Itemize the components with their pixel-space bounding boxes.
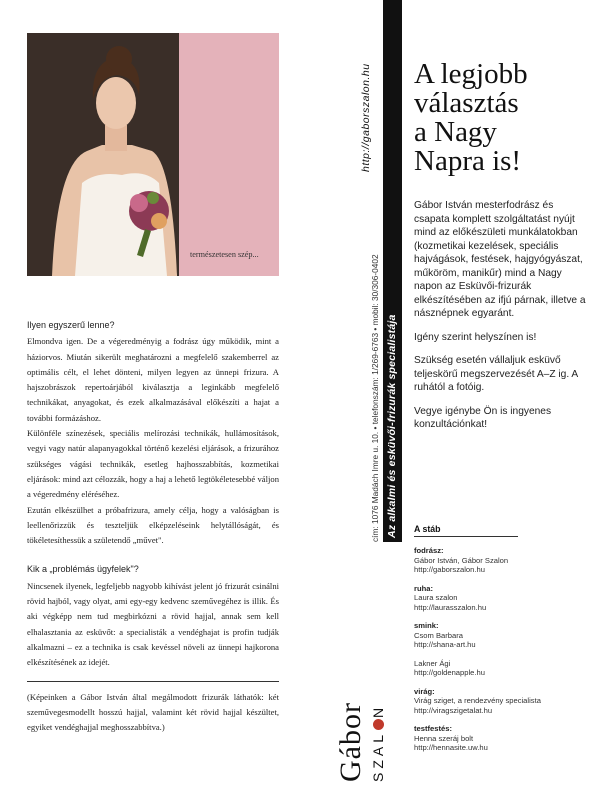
- headline-line: A legjobb: [414, 58, 528, 90]
- bride-illustration: [27, 33, 279, 276]
- staff-link[interactable]: http://gaborszalon.hu: [414, 565, 485, 574]
- bride-photo: [27, 33, 279, 276]
- staff-role: fodrász:: [414, 546, 444, 555]
- staff-name: Henna szeráj bolt: [414, 733, 474, 743]
- staff-link[interactable]: http://viragszigetalat.hu: [414, 705, 493, 715]
- logo-szalon-left: SZAL: [370, 730, 386, 782]
- paragraph: Elmondva igen. De a végeredményig a fodrász úgy működik, mint a háziorvos. Miután sikerült meghatározni a megfelelő szakemberrel az optimális célt, el lehet dönteni, milyen legyen az ünnepi frizura. A hajszobrászok repertoárjából kiválasztja a leginkább megfelelő technikákat, anyagokat, és ezek alkalmazásával előkészíti a hajat a további formázáshoz.: [27, 336, 279, 423]
- staff-item: [414, 546, 589, 575]
- website-link[interactable]: http://gaborszalon.hu: [360, 63, 372, 172]
- staff-name: Csom Barbara: [414, 630, 463, 640]
- staff-item: [414, 621, 589, 650]
- staff-link[interactable]: http://goldenapple.hu: [414, 668, 485, 677]
- staff-name: Virág sziget, a rendezvény specialista: [414, 696, 541, 705]
- article-column: [27, 318, 279, 735]
- tagline: Az alkalmi és esküvői-frizurák specialistája: [386, 314, 398, 538]
- staff-role: testfestés:: [414, 724, 452, 733]
- promo-paragraph: Gábor István mesterfodrász és csapata komplett szolgáltatást nyújt mind az előkészületi munkálatokban (kozmetikai kezelések, speciális hajvágások, festések, hajgyógyászat, műköröm, manikűr) mind a Nagy napon az Esküvői-frizurák elkészítésében az ifjú párnak, illetve a násznépnek egyaránt.: [414, 200, 586, 319]
- staff-role: virág:: [414, 686, 435, 696]
- staff-title: A stáb: [414, 524, 518, 537]
- staff-role: smink:: [414, 621, 439, 630]
- staff-name: Lakner Ági: [414, 658, 451, 668]
- staff-link[interactable]: http://hennasite.uw.hu: [414, 743, 488, 752]
- staff-role: ruha:: [414, 583, 433, 593]
- promo-text: [414, 199, 589, 442]
- promo-paragraph: Szükség esetén vállaljuk esküvő teljeskörű megszervezését A–Z ig. A ruhától a fotóig.: [414, 355, 578, 393]
- headline: [414, 60, 584, 176]
- section-title: Ilyen egyszerű lenne?: [27, 320, 115, 330]
- headline-line: a Nagy: [414, 116, 497, 148]
- logo-szalon-right: N: [370, 703, 386, 718]
- vertical-strip: [332, 0, 402, 812]
- headline-line: Napra is!: [414, 145, 522, 177]
- staff-item: [414, 687, 589, 716]
- promo-paragraph: Vegye igénybe Ön is ingyenes konzultációnkat!: [414, 405, 552, 430]
- logo-dot-icon: [373, 719, 384, 730]
- staff-item: [414, 584, 589, 613]
- paragraph: Nincsenek ilyenek, legfeljebb nagyobb kihívást jelent jó frizurát csinálni rövid hajból, vagy olyat, ami egy-egy kedvenc szeművegéhez is illik. És aki végképp nem tud megbirkózni a rövid hajjal, annak sem kell elhalasztania az esküvőt: a specialisták a vendéghajat is profin tudják alkalmazni – ez a technika is csak kevéssel növeli az ünnepi hajkorona elkészítésének az idejét.: [27, 580, 279, 668]
- staff-item: [414, 659, 589, 678]
- paragraph: Különféle színezések, speciális melírozási technikák, hullámosítások, vegyi vagy natúr alapanyagokkal történő kezelési eljárások, a frizurához szükséges vágási technikák, esetleg hajhosszabbítás, kozmetikai eljárások: mind azt célozzák, hogy a haj a lehető legtökéletesebbé váljon a végeredmény eléréséhez.: [27, 428, 279, 500]
- staff-link[interactable]: http://shana-art.hu: [414, 640, 476, 649]
- staff-list: [414, 546, 589, 762]
- headline-line: választás: [414, 87, 519, 119]
- tagline-band: [383, 0, 402, 542]
- gabor-szalon-logo: [332, 642, 402, 782]
- logo-wordmark: Gábor: [334, 702, 367, 782]
- staff-name: Gábor István, Gábor Szalon: [414, 555, 509, 565]
- divider: [27, 681, 279, 682]
- staff-name: Laura szalon: [414, 593, 458, 602]
- photo-note: (Képeinken a Gábor István által megálmodott frizurák láthatók: két szeművegesmodellt hosszú hajjal, valamint két rövid hajjal készültet, egyiket vendéghajjal meghosszabbítva.): [27, 691, 279, 733]
- logo-szalon: [370, 704, 386, 782]
- staff-item: [414, 724, 589, 753]
- staff-link[interactable]: http://laurasszalon.hu: [414, 602, 487, 612]
- promo-paragraph: Igény szerint helyszínen is!: [414, 331, 537, 343]
- paragraph: Ezután elkészülhet a próbafrizura, amely célja, hogy a valóságban is leellenőrizzük és teszteljük elképzeléseink helytállóságát, és tökéletesíthessük a születendő „művet".: [27, 504, 279, 546]
- contact-line: cím: 1076 Madách Imre u. 10. • telefonszám: 1/269-6763 • mobil: 30/306-0402: [370, 254, 380, 542]
- section-title: Kik a „problémás ügyfelek"?: [27, 564, 139, 575]
- photo-caption: természetesen szép...: [190, 250, 259, 259]
